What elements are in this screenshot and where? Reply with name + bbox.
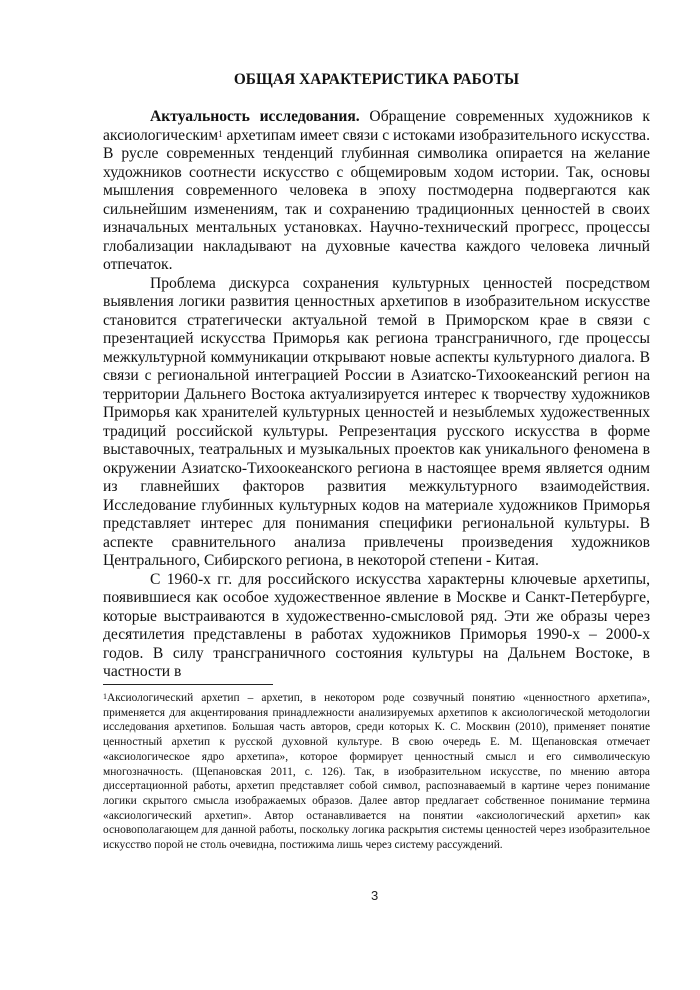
- section-title: ОБЩАЯ ХАРАКТЕРИСТИКА РАБОТЫ: [233, 71, 520, 88]
- paragraph-archetypes: С 1960-х гг. для российского искусства характерны ключевые архетипы, появившиеся как особое художественное явление в Москве и Санкт-Петербурге, которые выстраиваются в художественно-смысловой ряд. Эти же образы через десятилетия представлены в работах художников Приморья 1990-х – 2000-х годов. В силу трансграничного состояния культуры на Дальнем Востоке, в частности в: [103, 570, 650, 680]
- paragraph-lead: Актуальность исследования.: [150, 108, 360, 125]
- footnote-text: Аксиологический архетип – архетип, в некотором роде созвучный понятию «ценностного архетипа», применяется для акцентирования принадлежности анализируемых архетипов к аксиологической методологии исследования архетипов. Большая часть авторов, среди которых К. С. Москвин (2010), применяет понятие ценностный архетип к русской духовной культуре. В свою очередь Е. М. Щепановская отмечает «аксиологическое ядро архетипа», которое формирует ценностный смысл и его символическую многозначность. (Щепановская 2011, с. 126). Так, в изобразительном искусстве, по мнению автора диссертационной работы, архетип представляет собой символ, распознаваемый в картине через понимание логики скрытого смысла изображаемых образов. Далее автор предлагает собственное понимание термина «аксиологический архетип». Автор останавливается на понятии «аксиологический архетип» как основополагающем для данной работы, поскольку логика раскрытия системы ценностей через изобразительное искусство порой не столь очевидна, постижима лишь через систему рассуждений.: [103, 692, 650, 852]
- footnote-marker: 1: [103, 692, 107, 701]
- footnote: [103, 691, 650, 853]
- body-text: [103, 108, 650, 682]
- paragraph-text: Обращение современных художников к аксиологическим: [103, 108, 650, 144]
- paragraph-text: архетипам имеет связи с истоками изобразительного искусства. В русле современных тенденций глубинная символика опирается на желание художников соотнести искусство с общемировым ходом истории. Так, основы мышления современного человека в эпоху постмодерна подвергаются как сильнейшим изменениям, так и сохранению традиционных ценностей в своих изначальных ментальных установках. Научно-технический прогресс, процессы глобализации накладывают на духовные качества каждого человека личный отпечаток.: [103, 126, 650, 273]
- footnote-reference[interactable]: 1: [218, 128, 223, 139]
- paragraph-problem: Проблема дискурса сохранения культурных ценностей посредством выявления логики развития ценностных архетипов в изобразительном искусстве становится стратегически актуальной темой в Приморском крае в связи с презентацией искусства Приморья как региона трансграничного, где процессы межкультурной коммуникации открывают новые аспекты культурного диалога. В связи с региональной интеграцией России в Азиатско-Тихоокеанский регион на территории Дальнего Востока актуализируется интерес к творчеству художников Приморья как хранителей культурных ценностей и незыблемых художественных традиций российской культуры. Репрезентация русского искусства в форме выставочных, театральных и музыкальных проектов как уникального феномена в окружении Азиатско-Тихоокеанского региона в настоящее время является одним из главнейших факторов развития межкультурного взаимодействия. Исследование глубинных культурных кодов на материале художников Приморья представляет интерес для понимания специфики региональной культуры. В аспекте сравнительного анализа привлечены произведения художников Центрального, Сибирского региона, в некоторой степени - Китая.: [103, 274, 650, 569]
- paragraph-relevance: [103, 108, 650, 275]
- footnote-separator: [103, 684, 273, 685]
- page-number: 3: [371, 888, 379, 903]
